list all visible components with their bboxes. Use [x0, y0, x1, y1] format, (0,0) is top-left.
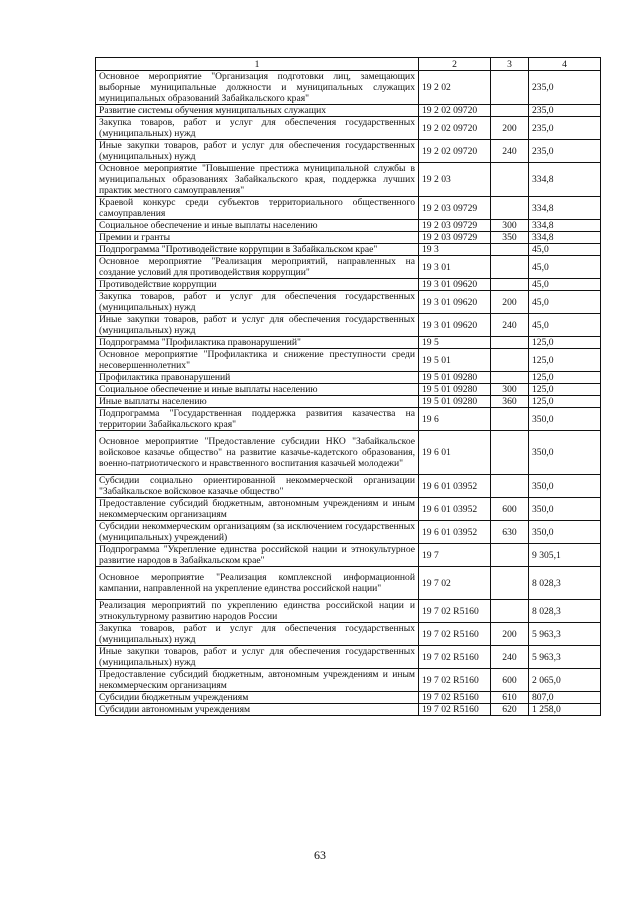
row-amount: 5 963,3	[529, 623, 601, 646]
row-expense-type: 600	[491, 669, 529, 692]
row-expense-type: 360	[491, 396, 529, 408]
row-amount: 235,0	[529, 117, 601, 140]
row-expense-type	[491, 567, 529, 600]
row-amount: 45,0	[529, 279, 601, 291]
row-amount: 334,8	[529, 232, 601, 244]
row-name: Основное мероприятие "Предоставление субсидии НКО "Забайкальское войсковое казачье общество" на развитие казачье-кадетского образования, военно-патриотического и нравственного воспитания казачьей молодежи"	[96, 431, 419, 475]
row-amount: 807,0	[529, 692, 601, 704]
table-row	[96, 669, 601, 692]
row-code: 19 5 01 09280	[419, 384, 491, 396]
table-row	[96, 71, 601, 105]
row-name: Закупка товаров, работ и услуг для обеспечения государственных (муниципальных) нужд	[96, 117, 419, 140]
row-code: 19 5 01 09280	[419, 396, 491, 408]
row-amount: 350,0	[529, 431, 601, 475]
row-code: 19 3 01 09620	[419, 279, 491, 291]
row-name: Иные закупки товаров, работ и услуг для обеспечения государственных (муниципальных) нужд	[96, 646, 419, 669]
table-row	[96, 105, 601, 117]
row-expense-type	[491, 337, 529, 349]
table-row	[96, 408, 601, 431]
row-amount: 2 065,0	[529, 669, 601, 692]
row-expense-type: 630	[491, 521, 529, 544]
row-amount: 334,8	[529, 197, 601, 220]
row-code: 19 7 02 R5160	[419, 600, 491, 623]
row-name: Подпрограмма "Противодействие коррупции в Забайкальском крае"	[96, 244, 419, 256]
row-code: 19 2 02 09720	[419, 105, 491, 117]
header-col-3: 3	[491, 58, 529, 71]
header-col-1: 1	[96, 58, 419, 71]
row-expense-type	[491, 372, 529, 384]
row-code: 19 5 01	[419, 349, 491, 372]
row-amount: 125,0	[529, 349, 601, 372]
row-expense-type	[491, 244, 529, 256]
row-amount: 334,8	[529, 163, 601, 197]
row-name: Иные выплаты населению	[96, 396, 419, 408]
row-code: 19 3 01 09620	[419, 291, 491, 314]
row-code: 19 7 02 R5160	[419, 646, 491, 669]
row-amount: 125,0	[529, 372, 601, 384]
budget-table	[95, 57, 601, 716]
row-name: Противодействие коррупции	[96, 279, 419, 291]
row-amount: 334,8	[529, 220, 601, 232]
row-code: 19 3 01	[419, 256, 491, 279]
table-row	[96, 498, 601, 521]
table-row	[96, 163, 601, 197]
table-row	[96, 692, 601, 704]
row-expense-type	[491, 544, 529, 567]
row-expense-type	[491, 600, 529, 623]
row-name: Краевой конкурс среди субъектов территориального общественного самоуправления	[96, 197, 419, 220]
row-expense-type	[491, 256, 529, 279]
row-expense-type: 200	[491, 291, 529, 314]
row-name: Субсидии бюджетным учреждениям	[96, 692, 419, 704]
row-code: 19 7 02 R5160	[419, 704, 491, 716]
row-name: Основное мероприятие "Реализация мероприятий, направленных на создание условий для противодействия коррупции"	[96, 256, 419, 279]
row-amount: 5 963,3	[529, 646, 601, 669]
row-expense-type	[491, 279, 529, 291]
table-row	[96, 372, 601, 384]
row-expense-type	[491, 105, 529, 117]
row-name: Профилактика правонарушений	[96, 372, 419, 384]
row-amount: 350,0	[529, 475, 601, 498]
row-expense-type: 350	[491, 232, 529, 244]
row-expense-type	[491, 431, 529, 475]
row-code: 19 6	[419, 408, 491, 431]
row-code: 19 6 01	[419, 431, 491, 475]
row-name: Подпрограмма "Государственная поддержка развития казачества на территории Забайкальского края"	[96, 408, 419, 431]
table-row	[96, 279, 601, 291]
row-name: Субсидии социально ориентированной некоммерческой организации "Забайкальское войсковое казачье общество"	[96, 475, 419, 498]
row-name: Предоставление субсидий бюджетным, автономным учреждениям и иным некоммерческим организациям	[96, 498, 419, 521]
row-expense-type: 240	[491, 314, 529, 337]
table-row	[96, 475, 601, 498]
row-code: 19 2 03 09729	[419, 220, 491, 232]
row-code: 19 2 02 09720	[419, 117, 491, 140]
row-expense-type: 300	[491, 220, 529, 232]
row-expense-type: 610	[491, 692, 529, 704]
row-name: Закупка товаров, работ и услуг для обеспечения государственных (муниципальных) нужд	[96, 291, 419, 314]
row-name: Премии и гранты	[96, 232, 419, 244]
row-code: 19 3 01 09620	[419, 314, 491, 337]
row-expense-type	[491, 475, 529, 498]
table-row	[96, 337, 601, 349]
table-row	[96, 314, 601, 337]
row-expense-type	[491, 163, 529, 197]
row-expense-type: 200	[491, 623, 529, 646]
row-code: 19 7 02 R5160	[419, 669, 491, 692]
table-row	[96, 567, 601, 600]
row-name: Субсидии некоммерческим организациям (за исключением государственных (муниципальных) учреждений)	[96, 521, 419, 544]
row-code: 19 5	[419, 337, 491, 349]
row-name: Подпрограмма "Укрепление единства российской нации и этнокультурное развитие народов в Забайкальском крае"	[96, 544, 419, 567]
row-expense-type	[491, 197, 529, 220]
table-row	[96, 544, 601, 567]
row-code: 19 7 02 R5160	[419, 623, 491, 646]
row-expense-type: 200	[491, 117, 529, 140]
row-name: Социальное обеспечение и иные выплаты населению	[96, 384, 419, 396]
row-code: 19 2 03 09729	[419, 232, 491, 244]
row-amount: 8 028,3	[529, 600, 601, 623]
row-name: Развитие системы обучения муниципальных служащих	[96, 105, 419, 117]
row-code: 19 6 01 03952	[419, 475, 491, 498]
row-code: 19 6 01 03952	[419, 521, 491, 544]
row-amount: 350,0	[529, 408, 601, 431]
row-amount: 235,0	[529, 105, 601, 117]
row-expense-type	[491, 71, 529, 105]
table-row	[96, 256, 601, 279]
row-expense-type: 300	[491, 384, 529, 396]
page-number: 63	[314, 848, 326, 862]
table-row	[96, 140, 601, 163]
row-amount: 125,0	[529, 337, 601, 349]
row-expense-type	[491, 349, 529, 372]
row-code: 19 2 03 09729	[419, 197, 491, 220]
table-row	[96, 349, 601, 372]
row-code: 19 2 02 09720	[419, 140, 491, 163]
row-name: Основное мероприятие "Реализация комплексной информационной кампании, направленной на укрепление единства российской нации"	[96, 567, 419, 600]
table-row	[96, 521, 601, 544]
row-name: Подпрограмма "Профилактика правонарушений"	[96, 337, 419, 349]
row-amount: 350,0	[529, 498, 601, 521]
row-name: Закупка товаров, работ и услуг для обеспечения государственных (муниципальных) нужд	[96, 623, 419, 646]
table-row	[96, 220, 601, 232]
row-name: Основное мероприятие "Профилактика и снижение преступности среди несовершеннолетних"	[96, 349, 419, 372]
table-row	[96, 396, 601, 408]
row-code: 19 5 01 09280	[419, 372, 491, 384]
table-row	[96, 384, 601, 396]
row-name: Иные закупки товаров, работ и услуг для обеспечения государственных (муниципальных) нужд	[96, 314, 419, 337]
table-row	[96, 117, 601, 140]
table-row	[96, 623, 601, 646]
table-row	[96, 431, 601, 475]
header-col-2: 2	[419, 58, 491, 71]
row-code: 19 7 02	[419, 567, 491, 600]
row-amount: 9 305,1	[529, 544, 601, 567]
table-row	[96, 704, 601, 716]
row-name: Основное мероприятие "Организация подготовки лиц, замещающих выборные муниципальные должности и муниципальных служащих муниципальных образований Забайкальского края"	[96, 71, 419, 105]
row-code: 19 2 03	[419, 163, 491, 197]
row-amount: 8 028,3	[529, 567, 601, 600]
row-expense-type	[491, 408, 529, 431]
row-amount: 125,0	[529, 396, 601, 408]
row-code: 19 2 02	[419, 71, 491, 105]
row-expense-type: 240	[491, 646, 529, 669]
row-code: 19 7 02 R5160	[419, 692, 491, 704]
table-row	[96, 291, 601, 314]
row-expense-type: 600	[491, 498, 529, 521]
table-row	[96, 600, 601, 623]
row-expense-type: 620	[491, 704, 529, 716]
row-name: Иные закупки товаров, работ и услуг для обеспечения государственных (муниципальных) нужд	[96, 140, 419, 163]
header-row	[96, 58, 601, 71]
row-code: 19 6 01 03952	[419, 498, 491, 521]
row-amount: 45,0	[529, 291, 601, 314]
table-row	[96, 244, 601, 256]
row-amount: 1 258,0	[529, 704, 601, 716]
row-code: 19 7	[419, 544, 491, 567]
table-row	[96, 197, 601, 220]
row-name: Реализация мероприятий по укреплению единства российской нации и этнокультурному развитию народов России	[96, 600, 419, 623]
row-amount: 45,0	[529, 314, 601, 337]
table-row	[96, 232, 601, 244]
row-amount: 235,0	[529, 71, 601, 105]
row-code: 19 3	[419, 244, 491, 256]
row-expense-type: 240	[491, 140, 529, 163]
row-amount: 45,0	[529, 244, 601, 256]
row-name: Предоставление субсидий бюджетным, автономным учреждениям и иным некоммерческим организациям	[96, 669, 419, 692]
table-row	[96, 646, 601, 669]
row-amount: 350,0	[529, 521, 601, 544]
row-name: Субсидии автономным учреждениям	[96, 704, 419, 716]
row-amount: 235,0	[529, 140, 601, 163]
row-name: Социальное обеспечение и иные выплаты населению	[96, 220, 419, 232]
row-amount: 125,0	[529, 384, 601, 396]
row-amount: 45,0	[529, 256, 601, 279]
header-col-4: 4	[529, 58, 601, 71]
row-name: Основное мероприятие "Повышение престижа муниципальной службы в муниципальных образованиях Забайкальского края, поддержка лучших практик местного самоуправления"	[96, 163, 419, 197]
